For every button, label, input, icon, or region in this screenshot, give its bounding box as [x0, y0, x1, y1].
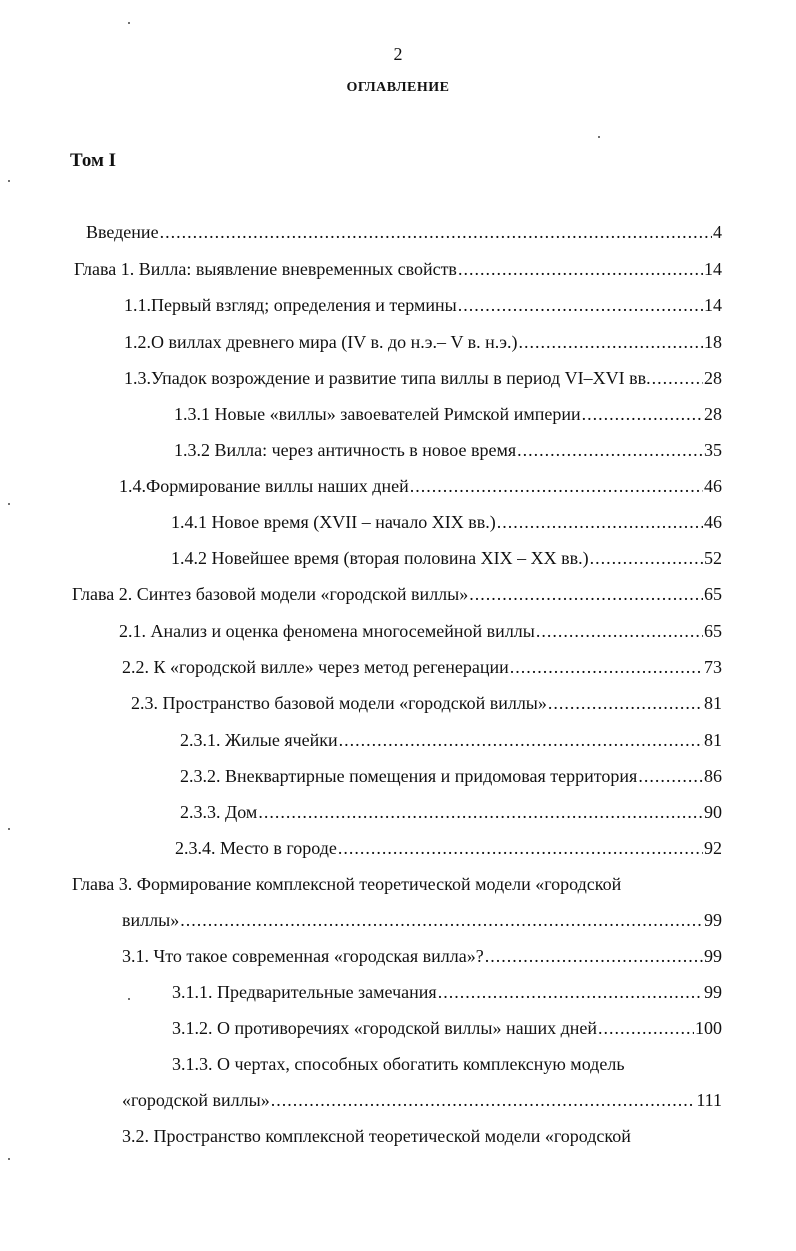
scan-speck	[128, 998, 130, 1000]
toc-page-number: 4	[713, 222, 722, 242]
toc-entry-2-3-4[interactable]	[175, 836, 722, 860]
toc-entry-1-1[interactable]	[124, 293, 722, 317]
toc-page-number: 18	[704, 332, 722, 352]
toc-page-number: 28	[704, 404, 722, 424]
toc-entry-chapter-1[interactable]	[74, 257, 722, 281]
toc-entry-2-3-2[interactable]	[180, 764, 722, 788]
toc-page-number: 100	[695, 1018, 722, 1038]
dot-leader	[519, 330, 703, 354]
toc-entry-text: 1.4.Формирование виллы наших дней	[119, 476, 409, 496]
toc-entry-chapter-3[interactable]	[122, 908, 722, 932]
dot-leader	[160, 220, 712, 244]
toc-page-number: 90	[704, 802, 722, 822]
toc-entry-1-4-1[interactable]	[171, 510, 722, 534]
toc-page-number: 86	[704, 766, 722, 786]
toc-page-number: 14	[704, 259, 722, 279]
toc-entry-text: 1.4.2 Новейшее время (вторая половина XIX – XX вв.)	[171, 548, 589, 568]
dot-leader	[469, 582, 703, 606]
toc-entry-1-3-1[interactable]	[174, 402, 722, 426]
toc-entry-1-3[interactable]	[124, 366, 722, 390]
toc-entry-text: 1.3.Упадок возрождение и развитие типа виллы в период VI–XVI вв.	[124, 368, 651, 388]
dot-leader	[536, 619, 703, 643]
dot-leader	[638, 764, 703, 788]
volume-title: Том I	[70, 150, 117, 171]
document-title: ОГЛАВЛЕНИЕ	[346, 80, 450, 95]
dot-leader	[410, 474, 703, 498]
toc-entry-text: 2.3.3. Дом	[180, 802, 258, 822]
toc-entry-3-2-line-1[interactable]: 3.2. Пространство комплексной теоретической модели «городской	[122, 1126, 631, 1146]
toc-entry-text: 2.3.1. Жилые ячейки	[180, 730, 338, 750]
toc-entry-text: 1.3.2 Вилла: через античность в новое время	[174, 440, 517, 460]
dot-leader	[590, 546, 703, 570]
scan-speck	[8, 503, 10, 505]
dot-leader	[180, 908, 703, 932]
dot-leader	[338, 836, 703, 860]
toc-entry-text: 2.3. Пространство базовой модели «городской виллы»	[131, 693, 547, 713]
toc-entry-text: 2.3.4. Место в городе	[175, 838, 337, 858]
toc-entry-1-2[interactable]	[124, 330, 722, 354]
toc-page-number: 92	[704, 838, 722, 858]
toc-page-number: 99	[704, 910, 722, 930]
toc-entry-2-3-3[interactable]	[180, 800, 722, 824]
dot-leader	[258, 800, 703, 824]
scan-speck	[8, 828, 10, 830]
toc-page-number: 65	[704, 584, 722, 604]
dot-leader	[438, 980, 703, 1004]
dot-leader	[458, 257, 703, 281]
dot-leader	[510, 655, 703, 679]
scan-speck	[8, 180, 10, 182]
toc-entry-3-1-3[interactable]	[122, 1088, 722, 1112]
toc-page-number: 99	[704, 946, 722, 966]
toc-entry-text: 3.1.2. О противоречиях «городской виллы» наших дней	[172, 1018, 598, 1038]
scan-speck	[8, 1158, 10, 1160]
toc-entry-text: 3.1.1. Предварительные замечания	[172, 982, 437, 1002]
toc-page-number: 35	[704, 440, 722, 460]
toc-entry-3-1-2[interactable]	[172, 1016, 722, 1040]
toc-page-number: 81	[704, 730, 722, 750]
toc-entry-text: 2.2. К «городской вилле» через метод регенерации	[122, 657, 509, 677]
toc-entry-text: 1.3.1 Новые «виллы» завоевателей Римской империи	[174, 404, 581, 424]
dot-leader	[485, 944, 703, 968]
toc-page-number: 65	[704, 621, 722, 641]
dot-leader	[652, 366, 703, 390]
scan-speck	[128, 22, 130, 24]
toc-entry-text: «городской виллы»	[122, 1090, 270, 1110]
toc-entry-text: виллы»	[122, 910, 180, 930]
toc-entry-1-4-2[interactable]	[171, 546, 722, 570]
page-number: 2	[393, 44, 403, 64]
toc-entry-2-1[interactable]	[119, 619, 722, 643]
toc-page-number: 99	[704, 982, 722, 1002]
toc-entry-text: 1.4.1 Новое время (XVII – начало XIX вв.)	[171, 512, 496, 532]
toc-entry-2-3[interactable]	[131, 691, 722, 715]
toc-entry-text: 2.3.2. Внеквартирные помещения и придомовая территория	[180, 766, 638, 786]
toc-entry-text: Введение	[86, 222, 159, 242]
toc-entry-2-3-1[interactable]	[180, 728, 722, 752]
toc-page-number: 73	[704, 657, 722, 677]
toc-page-number: 52	[704, 548, 722, 568]
toc-entry-3-1-3-line-1[interactable]: 3.1.3. О чертах, способных обогатить комплексную модель	[172, 1054, 625, 1074]
toc-entry-2-2[interactable]	[122, 655, 722, 679]
toc-entry-chapter-3-line-1[interactable]: Глава 3. Формирование комплексной теоретической модели «городской	[72, 874, 622, 894]
dot-leader	[598, 1016, 694, 1040]
toc-page-number: 81	[704, 693, 722, 713]
toc-entry-chapter-2[interactable]	[72, 582, 722, 606]
dot-leader	[339, 728, 703, 752]
toc-entry-introduction[interactable]	[86, 220, 722, 244]
toc-entry-text: 1.2.О виллах древнего мира (IV в. до н.э.– V в. н.э.)	[124, 332, 518, 352]
toc-entry-text: 2.1. Анализ и оценка феномена многосемейной виллы	[119, 621, 535, 641]
dot-leader	[548, 691, 703, 715]
toc-page-number: 46	[704, 512, 722, 532]
toc-entry-3-1-1[interactable]	[172, 980, 722, 1004]
dot-leader	[271, 1088, 696, 1112]
toc-entry-text: 1.1.Первый взгляд; определения и термины	[124, 295, 457, 315]
toc-page-number: 46	[704, 476, 722, 496]
scan-speck	[598, 136, 600, 138]
toc-entry-1-4[interactable]	[119, 474, 722, 498]
dot-leader	[458, 293, 703, 317]
dot-leader	[517, 438, 703, 462]
toc-entry-3-1[interactable]	[122, 944, 722, 968]
dot-leader	[497, 510, 703, 534]
toc-page-number: 111	[696, 1090, 722, 1110]
toc-entry-text: Глава 1. Вилла: выявление вневременных свойств	[74, 259, 457, 279]
toc-page-number: 14	[704, 295, 722, 315]
toc-entry-text: Глава 2. Синтез базовой модели «городской виллы»	[72, 584, 469, 604]
dot-leader	[582, 402, 703, 426]
toc-entry-text: 3.1. Что такое современная «городская вилла»?	[122, 946, 484, 966]
toc-page-number: 28	[704, 368, 722, 388]
toc-entry-1-3-2[interactable]	[174, 438, 722, 462]
